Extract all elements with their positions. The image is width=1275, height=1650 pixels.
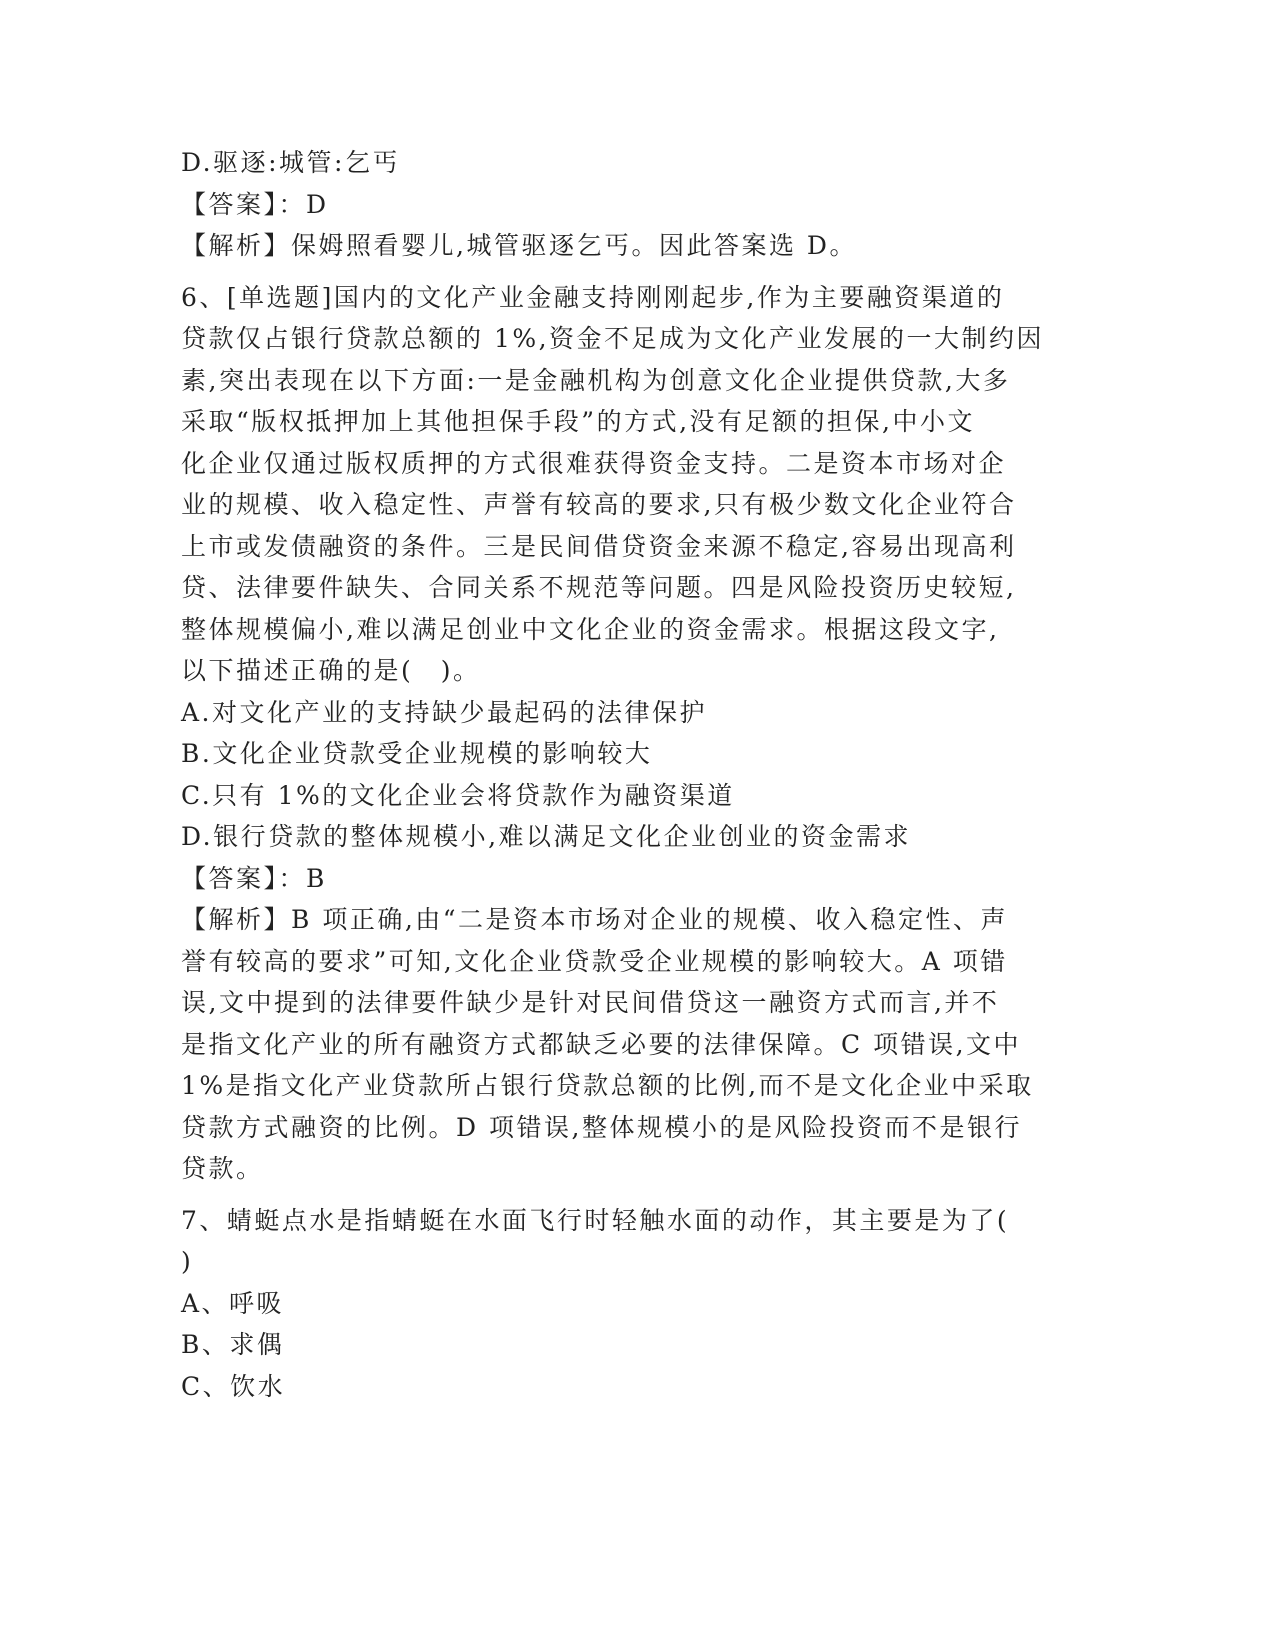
option-b: B、求偶: [181, 1330, 285, 1359]
option-c: C.只有 1%的文化企业会将贷款作为融资渠道: [181, 780, 735, 810]
answer-line: 【答案】：B: [181, 863, 327, 893]
explanation-line: 是指文化产业的所有融资方式都缺乏必要的法律保障。C 项错误,文中: [181, 1029, 1022, 1059]
question-5-tail: [181, 142, 1061, 267]
option-b: B.文化企业贷款受企业规模的影响较大: [181, 739, 653, 768]
explanation-line: 贷款。: [181, 1154, 264, 1183]
option-a: A.对文化产业的支持缺少最起码的法律保护: [181, 697, 708, 727]
question-stem-line: 6、[单选题]国内的文化产业金融支持刚刚起步,作为主要融资渠道的: [181, 282, 1005, 312]
question-stem-line: 以下描述正确的是( )。: [181, 656, 481, 685]
question-stem-line: 7、蜻蜓点水是指蜻蜓在水面飞行时轻触水面的动作，其主要是为了(: [181, 1205, 1010, 1235]
question-stem-line: 采取“版权抵押加上其他担保手段”的方式,没有足额的担保,中小文: [181, 407, 975, 436]
question-stem-line: ): [181, 1247, 194, 1276]
explanation-line: 误,文中提到的法律要件缺少是针对民间借贷这一融资方式而言,并不: [181, 988, 1000, 1017]
explanation-line: 1%是指文化产业贷款所占银行贷款总额的比例,而不是文化企业中采取: [181, 1071, 1034, 1100]
question-stem-line: 业的规模、收入稳定性、声誉有较高的要求,只有极少数文化企业符合: [181, 490, 1017, 519]
question-stem-line: 素,突出表现在以下方面:一是金融机构为创意文化企业提供贷款,大多: [181, 365, 1011, 395]
option-a: A、呼吸: [181, 1288, 285, 1318]
question-stem-line: 贷、法律要件缺失、合同关系不规范等问题。四是风险投资历史较短,: [181, 573, 1017, 602]
explanation-line: 贷款方式融资的比例。D 项错误,整体规模小的是风险投资而不是银行: [181, 1112, 1022, 1142]
question-stem-line: 贷款仅占银行贷款总额的 1%,资金不足成为文化产业发展的一大制约因: [181, 324, 1045, 353]
answer-line: 【答案】：D: [181, 189, 329, 219]
explanation-line: 誉有较高的要求”可知,文化企业贷款受企业规模的影响较大。A 项错: [181, 946, 1008, 976]
question-6: [181, 277, 1061, 1190]
explanation-line: 【解析】B 项正确,由“二是资本市场对企业的规模、收入稳定性、声: [181, 905, 1009, 934]
option-d: D.驱逐:城管:乞丐: [181, 148, 400, 177]
question-stem-line: 上市或发债融资的条件。三是民间借贷资金来源不稳定,容易出现高利: [181, 531, 1017, 561]
option-c: C、饮水: [181, 1371, 286, 1401]
document-page: [181, 142, 1061, 1407]
question-stem-line: 化企业仅通过版权质押的方式很难获得资金支持。二是资本市场对企: [181, 448, 1007, 478]
explanation-line: 【解析】保姆照看婴儿,城管驱逐乞丐。因此答案选 D。: [181, 231, 857, 260]
question-7: [181, 1200, 1061, 1408]
question-stem-line: 整体规模偏小,难以满足创业中文化企业的资金需求。根据这段文字,: [181, 614, 1000, 644]
option-d: D.银行贷款的整体规模小,难以满足文化企业创业的资金需求: [181, 822, 912, 851]
